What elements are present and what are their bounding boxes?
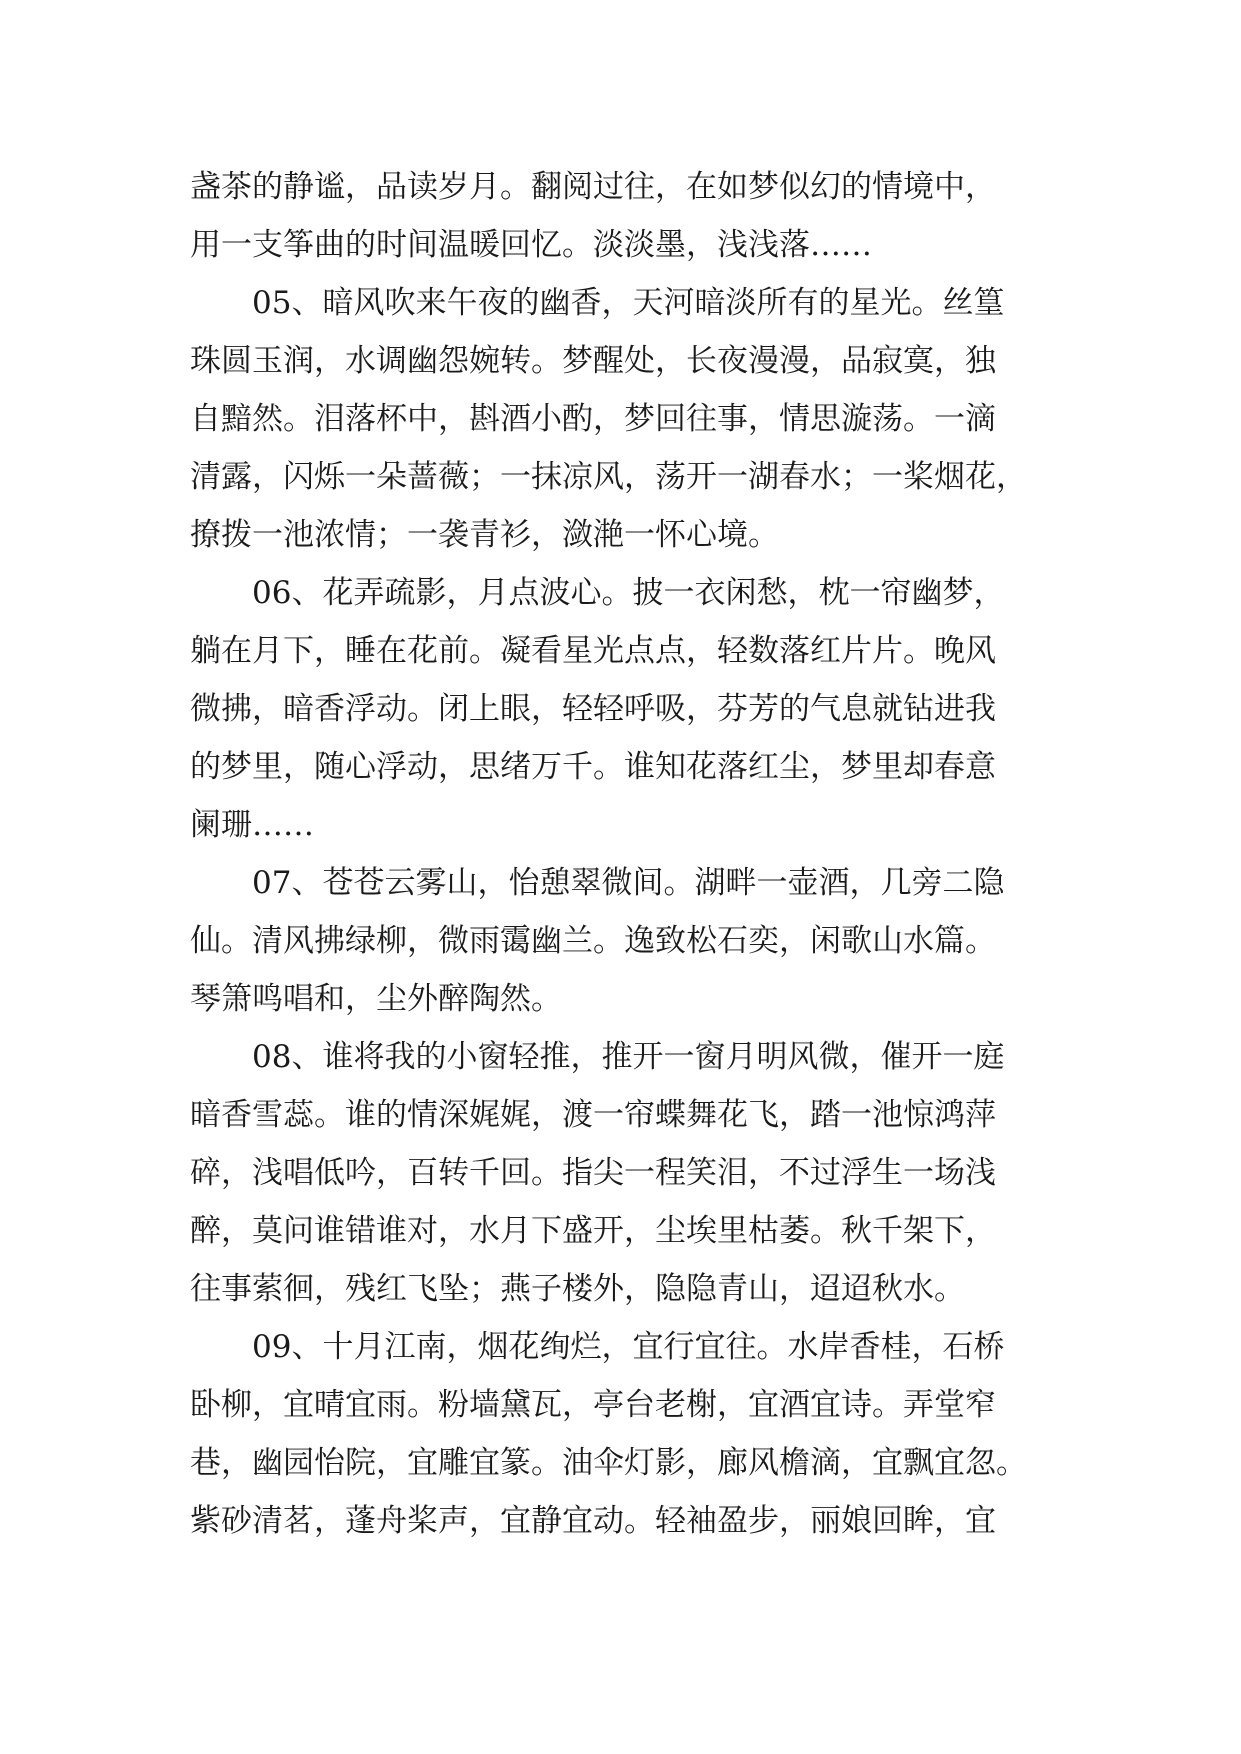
paragraph-first-line: 06、花弄疏影，月点波心。披一衣闲愁，枕一帘幽梦， — [252, 575, 1005, 611]
paragraph-first-line: 05、暗风吹来午夜的幽香，天河暗淡所有的星光。丝篁 — [252, 285, 1005, 321]
paragraph-line: 碎，浅唱低吟，百转千回。指尖一程笑泪，不过浮生一场浅 — [190, 1155, 996, 1191]
paragraph-line: 盏茶的静谧，品读岁月。翻阅过往，在如梦似幻的情境中， — [190, 169, 996, 205]
paragraph-line: 躺在月下，睡在花前。凝看星光点点，轻数落红片片。晚风 — [190, 633, 996, 669]
paragraph-line: 阑珊…… — [190, 807, 314, 843]
paragraph-line: 紫砂清茗，蓬舟桨声，宜静宜动。轻袖盈步，丽娘回眸，宜 — [190, 1503, 996, 1539]
paragraph-line: 琴箫鸣唱和，尘外醉陶然。 — [190, 981, 562, 1017]
paragraph-line: 用一支筝曲的时间温暖回忆。淡淡墨，浅浅落…… — [190, 227, 872, 263]
paragraph-line: 清露，闪烁一朵蔷薇；一抹凉风，荡开一湖春水；一桨烟花， — [190, 459, 1027, 495]
paragraph-line: 珠圆玉润，水调幽怨婉转。梦醒处，长夜漫漫，品寂寞，独 — [190, 343, 996, 379]
paragraph-line: 巷，幽园怡院，宜雕宜篆。油伞灯影，廊风檐滴，宜飘宜忽。 — [190, 1445, 1027, 1481]
paragraph-line: 自黯然。泪落杯中，斟酒小酌，梦回往事，情思漩荡。一滴 — [190, 401, 996, 437]
paragraph-first-line: 07、苍苍云雾山，怡憩翠微间。湖畔一壶酒，几旁二隐 — [252, 865, 1005, 901]
paragraph-line: 暗香雪蕊。谁的情深娓娓，渡一帘蝶舞花飞，踏一池惊鸿萍 — [190, 1097, 996, 1133]
paragraph-line: 的梦里，随心浮动，思绪万千。谁知花落红尘，梦里却春意 — [190, 749, 996, 785]
paragraph-line: 仙。清风拂绿柳，微雨霭幽兰。逸致松石奕，闲歌山水篇。 — [190, 923, 996, 959]
paragraph-line: 往事萦徊，残红飞坠；燕子楼外，隐隐青山，迢迢秋水。 — [190, 1271, 965, 1307]
paragraph-first-line: 09、十月江南，烟花绚烂，宜行宜往。水岸香桂，石桥 — [252, 1329, 1005, 1365]
paragraph-first-line: 08、谁将我的小窗轻推，推开一窗月明风微，催开一庭 — [252, 1039, 1005, 1075]
document-body — [190, 158, 1060, 1550]
paragraph-line: 卧柳，宜晴宜雨。粉墙黛瓦，亭台老榭，宜酒宜诗。弄堂窄 — [190, 1387, 996, 1423]
paragraph-line: 微拂，暗香浮动。闭上眼，轻轻呼吸，芬芳的气息就钻进我 — [190, 691, 996, 727]
paragraph-line: 撩拨一池浓情；一袭青衫，潋滟一怀心境。 — [190, 517, 779, 553]
paragraph-line: 醉，莫问谁错谁对，水月下盛开，尘埃里枯萎。秋千架下， — [190, 1213, 996, 1249]
